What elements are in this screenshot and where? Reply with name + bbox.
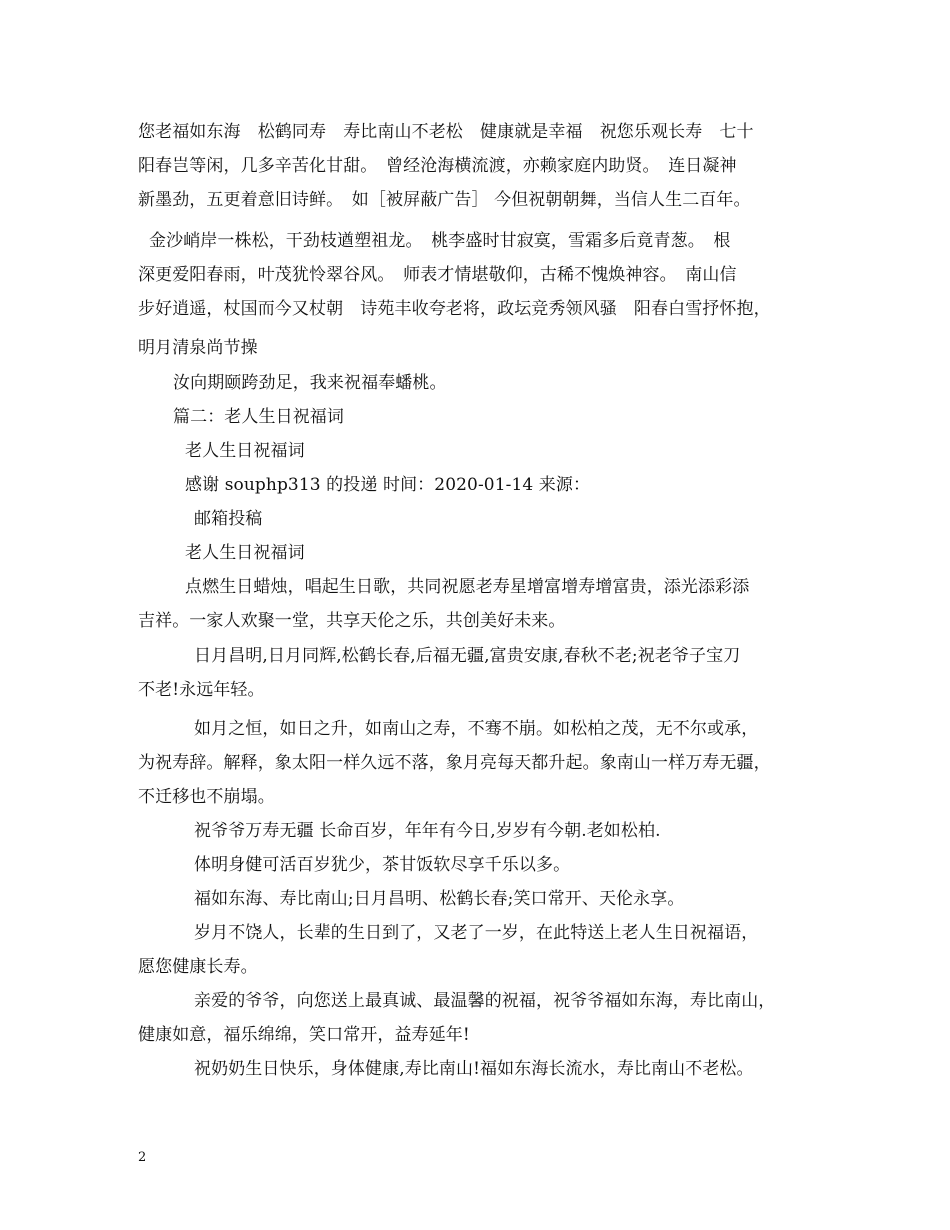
text-line: 您老福如东海 松鹤同寿 寿比南山不老松 健康就是幸福 祝您乐观长寿 七十 — [138, 122, 754, 142]
text-line: 如月之恒，如日之升，如南山之寿，不骞不崩。如松柏之茂，无不尔或承， — [194, 719, 759, 739]
text-line: 健康如意，福乐绵绵，笑口常开，益寿延年! — [138, 1025, 470, 1045]
page-number: 2 — [138, 1150, 147, 1165]
text-line: 汝向期颐跨劲足，我来祝福奉蟠桃。 — [173, 373, 447, 393]
text-line: 日月昌明,日月同辉,松鹤长春,后福无疆,富贵安康,春秋不老;祝老爷子宝刀 — [194, 646, 741, 666]
article-meta: 感谢 souphp313 的投递 时间：2020-01-14 来源： — [185, 475, 591, 495]
text-line: 祝爷爷万寿无疆 长命百岁，年年有今日,岁岁有今朝.老如松柏. — [194, 821, 661, 841]
text-line: 新墨劲，五更着意旧诗鲜。 如［被屏蔽广告］ 今但祝朝朝舞，当信人生二百年。 — [138, 190, 751, 210]
section-heading: 篇二：老人生日祝福词 — [173, 407, 344, 427]
article-title: 老人生日祝福词 — [185, 441, 305, 461]
text-line: 祝奶奶生日快乐，身体健康,寿比南山!福如东海长流水，寿比南山不老松。 — [194, 1059, 754, 1079]
article-source: 邮箱投稿 — [194, 509, 263, 529]
text-line: 为祝寿辞。解释，象太阳一样久远不落，象月亮每天都升起。象南山一样万寿无疆， — [138, 753, 771, 773]
text-line: 深更爱阳春雨，叶茂犹怜翠谷风。 师表才情堪敬仰，古稀不愧焕神容。 南山信 — [138, 265, 737, 285]
text-line: 福如东海、寿比南山;日月昌明、松鹤长春;笑口常开、天伦永享。 — [194, 889, 685, 909]
text-line: 明月清泉尚节操 — [138, 338, 258, 358]
text-line: 不老!永远年轻。 — [138, 680, 265, 700]
text-line: 金沙峭岸一株松，干劲枝遒塑祖龙。 桃李盛时甘寂寞，雪霜多后竟青葱。 根 — [138, 231, 731, 251]
text-line: 阳春岂等闲，几多辛苦化甘甜。 曾经沧海横流渡，亦赖家庭内助贤。 连日凝神 — [138, 156, 737, 176]
article-subtitle: 老人生日祝福词 — [185, 543, 305, 563]
text-line: 不迁移也不崩塌。 — [138, 787, 275, 807]
text-line: 吉祥。一家人欢聚一堂，共享天伦之乐，共创美好未来。 — [138, 611, 566, 631]
text-line: 体明身健可活百岁犹少，茶甘饭软尽享千乐以多。 — [194, 855, 571, 875]
text-line: 亲爱的爷爷，向您送上最真诚、最温馨的祝福，祝爷爷福如东海，寿比南山， — [194, 991, 776, 1011]
text-line: 点燃生日蜡烛，唱起生日歌，共同祝愿老寿星增富增寿增富贵，添光添彩添 — [185, 577, 750, 597]
text-line: 愿您健康长寿。 — [138, 957, 258, 977]
text-line: 步好逍遥，杖国而今又杖朝 诗苑丰收夸老将，政坛竞秀领风骚 阳春白雪抒怀抱， — [138, 299, 771, 319]
text-line: 岁月不饶人，长辈的生日到了，又老了一岁，在此特送上老人生日祝福语， — [194, 923, 759, 943]
